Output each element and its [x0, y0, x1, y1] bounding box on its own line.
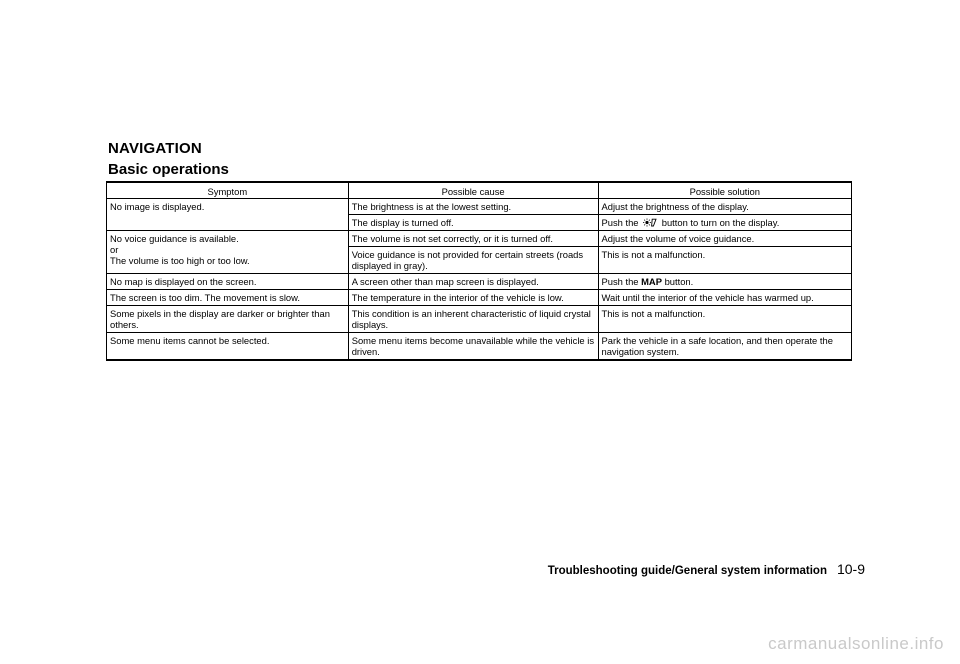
cause-cell: The volume is not set correctly, or it is turned off.: [348, 231, 598, 247]
table-row: [107, 199, 852, 215]
solution-cell: Adjust the volume of voice guidance.: [598, 231, 852, 247]
section-title: NAVIGATION: [108, 140, 202, 157]
symptom-cell: The screen is too dim. The movement is slow.: [107, 290, 349, 306]
symptom-cell: [107, 231, 349, 274]
cause-cell: The display is turned off.: [348, 215, 598, 231]
symptom-cell: Some menu items cannot be selected.: [107, 333, 349, 361]
table-row: [107, 231, 852, 247]
solution-cell: Adjust the brightness of the display.: [598, 199, 852, 215]
solution-text-post: button.: [664, 276, 694, 287]
table-header-row: [107, 182, 852, 199]
solution-cell: [598, 215, 852, 231]
solution-cell: [598, 274, 852, 290]
cause-cell: A screen other than map screen is displayed.: [348, 274, 598, 290]
symptom-line: No voice guidance is available.: [110, 233, 239, 244]
solution-text-pre: Push the: [601, 217, 639, 228]
header-possible-solution: Possible solution: [598, 182, 852, 199]
subsection-title: Basic operations: [108, 161, 229, 178]
header-possible-cause: Possible cause: [348, 182, 598, 199]
cause-cell: The temperature in the interior of the vehicle is low.: [348, 290, 598, 306]
footer-title: Troubleshooting guide/General system information: [547, 565, 827, 577]
table-row: [107, 290, 852, 306]
solution-cell: Wait until the interior of the vehicle has warmed up.: [598, 290, 852, 306]
symptom-line: or: [110, 244, 119, 255]
page-footer: [548, 561, 865, 577]
symptom-cell: No map is displayed on the screen.: [107, 274, 349, 290]
solution-text-post: button to turn on the display.: [661, 217, 780, 228]
cause-cell: This condition is an inherent characteristic of liquid crystal displays.: [348, 306, 598, 333]
table-row: [107, 306, 852, 333]
troubleshooting-table: [106, 181, 852, 361]
solution-cell: Park the vehicle in a safe location, and then operate the navigation system.: [598, 333, 852, 361]
table-row: [107, 274, 852, 290]
brightness-display-icon: [643, 218, 657, 227]
solution-cell: This is not a malfunction.: [598, 247, 852, 274]
cause-cell: The brightness is at the lowest setting.: [348, 199, 598, 215]
page-number: 10-9: [836, 561, 865, 577]
solution-cell: This is not a malfunction.: [598, 306, 852, 333]
symptom-cell: Some pixels in the display are darker or brighter than others.: [107, 306, 349, 333]
watermark: carmanualsonline.info: [768, 634, 944, 653]
table-row: [107, 333, 852, 361]
map-button-label: MAP: [641, 276, 662, 287]
solution-text-pre: Push the: [601, 276, 639, 287]
symptom-cell: No image is displayed.: [107, 199, 349, 231]
header-symptom: Symptom: [107, 182, 349, 199]
symptom-line: The volume is too high or too low.: [110, 255, 250, 266]
cause-cell: Voice guidance is not provided for certain streets (roads displayed in gray).: [348, 247, 598, 274]
cause-cell: Some menu items become unavailable while the vehicle is driven.: [348, 333, 598, 361]
